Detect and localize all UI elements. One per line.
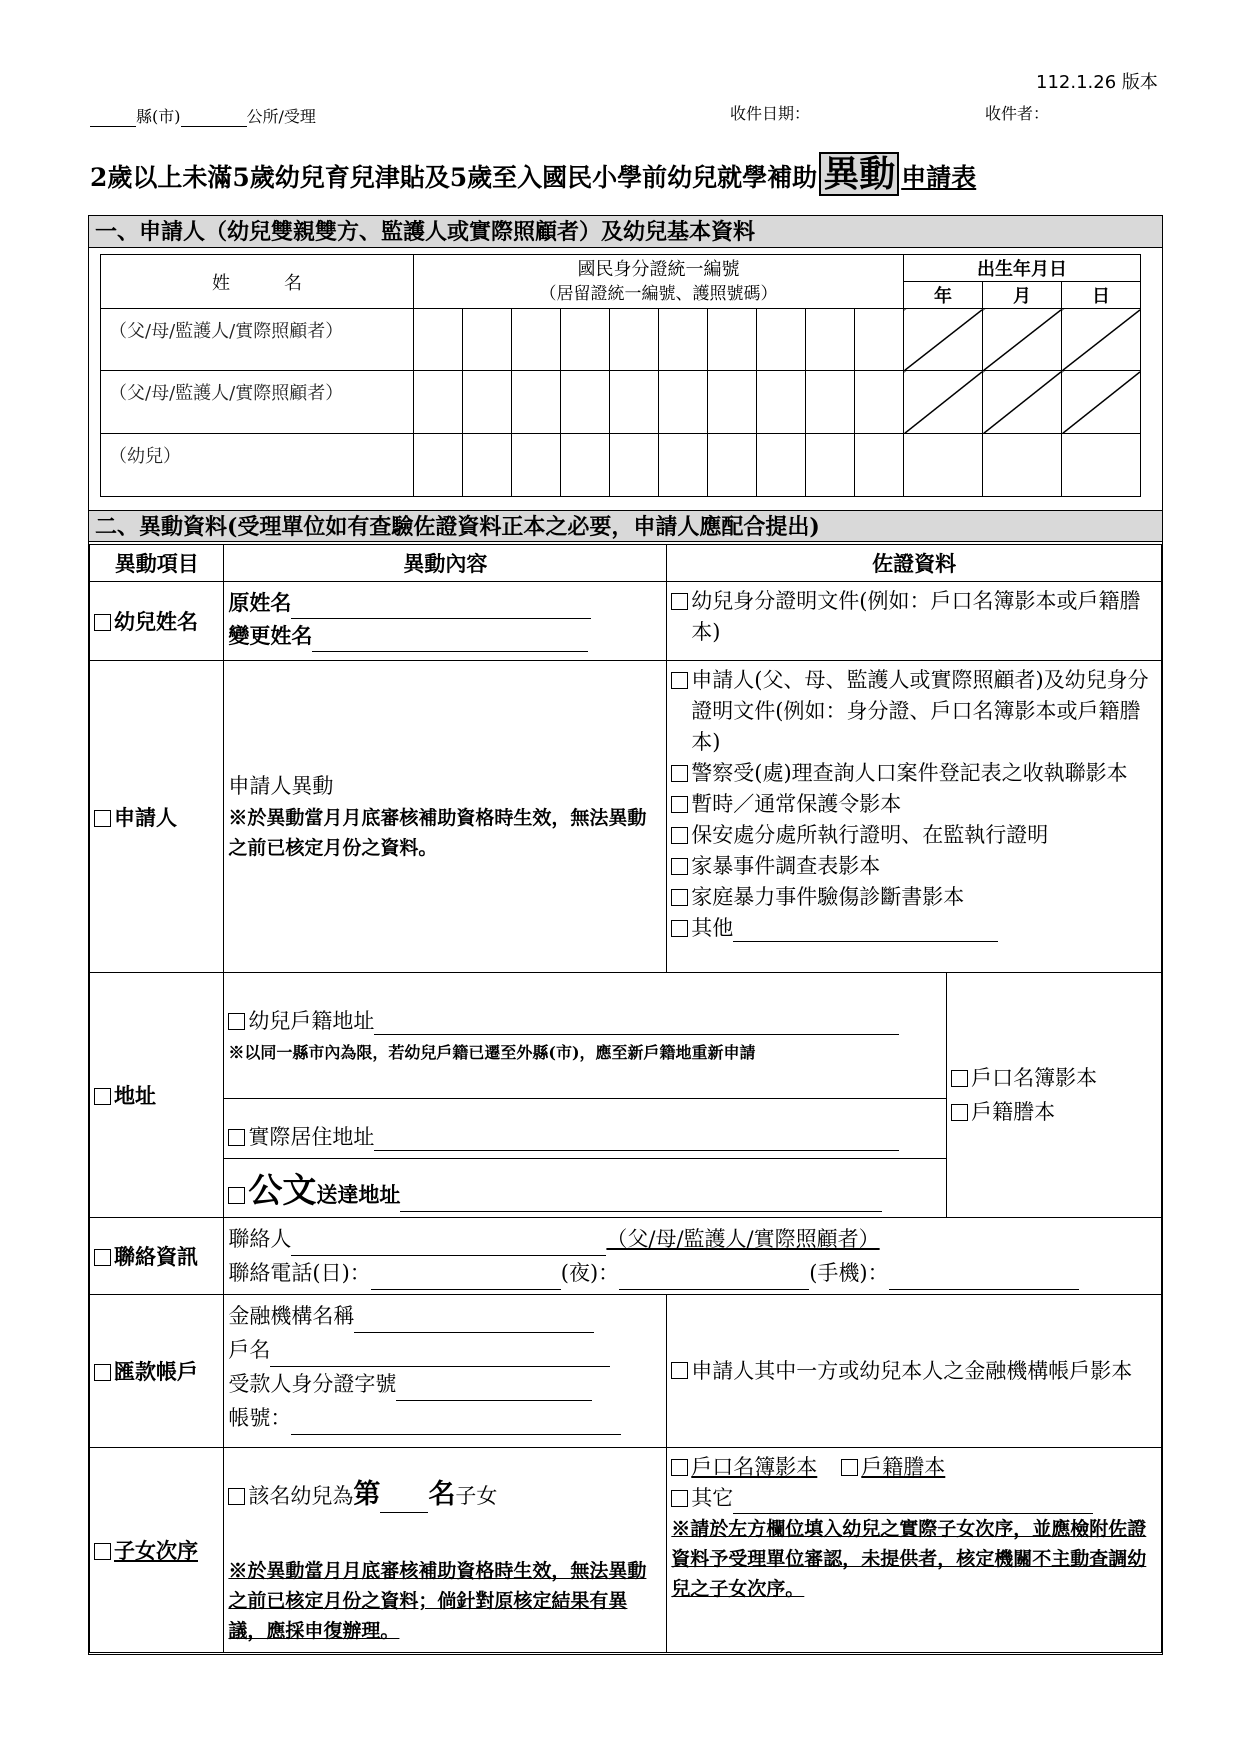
checkbox[interactable] bbox=[671, 858, 688, 875]
account-number-field[interactable] bbox=[291, 1434, 621, 1435]
checkbox[interactable] bbox=[671, 889, 688, 906]
child-name-item bbox=[90, 582, 224, 661]
applicant-change-label: 申請人異動 bbox=[228, 774, 334, 798]
contact-row bbox=[90, 1218, 1162, 1295]
birth-day-cell[interactable] bbox=[1062, 434, 1141, 497]
checkbox[interactable] bbox=[841, 1459, 858, 1476]
birth-year-cell[interactable] bbox=[904, 434, 983, 497]
id-digit-box[interactable] bbox=[561, 371, 610, 434]
id-digit-box[interactable] bbox=[659, 434, 708, 497]
birth-order-ming: 名 bbox=[428, 1479, 456, 1510]
applicant-item bbox=[90, 661, 224, 973]
birth-order-suffix: 子女 bbox=[455, 1484, 498, 1508]
evidence-item: 申請人(父、母、監護人或實際照顧者)及幼兒身分證明文件(例如：身分證、戶口名簿影本或戶籍謄本) bbox=[691, 668, 1149, 754]
received-date-label: 收件日期： bbox=[730, 104, 811, 123]
child-name-item-label: 幼兒姓名 bbox=[114, 609, 198, 634]
month-header: 月 bbox=[983, 282, 1062, 309]
evidence-item: 暫時／通常保護令影本 bbox=[691, 792, 902, 816]
household-book-label: 戶口名簿影本 bbox=[691, 1455, 818, 1479]
contact-content bbox=[224, 1218, 1162, 1295]
child-name-row bbox=[90, 582, 1162, 661]
checkbox[interactable] bbox=[671, 1362, 688, 1379]
child-name-cell[interactable]: （幼兒） bbox=[101, 434, 414, 497]
change-table bbox=[89, 544, 1162, 1653]
evidence-item: 保安處分處所執行證明、在監執行證明 bbox=[691, 823, 1049, 847]
id-digit-box[interactable] bbox=[512, 309, 561, 371]
household-address-label: 幼兒戶籍地址 bbox=[248, 1009, 375, 1033]
phone-day-field[interactable] bbox=[371, 1289, 561, 1290]
evidence-item: 警察受(處)理查詢人口案件登記表之收執聯影本 bbox=[691, 761, 1128, 785]
id-digit-box[interactable] bbox=[610, 434, 659, 497]
id-digit-box[interactable] bbox=[512, 371, 561, 434]
id-digit-box[interactable] bbox=[512, 434, 561, 497]
address-item-label: 地址 bbox=[114, 1083, 156, 1108]
id-digit-box[interactable] bbox=[414, 434, 463, 497]
checkbox[interactable] bbox=[228, 1488, 245, 1505]
id-digit-box[interactable] bbox=[806, 434, 855, 497]
applicant2-name-cell[interactable]: （父/母/監護人/實際照顧者） bbox=[101, 371, 414, 434]
month-cell-crossed bbox=[983, 309, 1062, 371]
birth-order-note: ※於異動當月月底審核補助資格時生效，無法異動之前已核定月份之資料；倘針對原核定結果有異議，應採申復辦理。 bbox=[228, 1560, 647, 1642]
child-name-evidence bbox=[667, 582, 1162, 661]
other-evidence-field[interactable] bbox=[733, 913, 998, 942]
address-evidence bbox=[947, 973, 1162, 1218]
checkbox[interactable] bbox=[228, 1013, 245, 1030]
checkbox[interactable] bbox=[94, 614, 111, 631]
id-digit-box[interactable] bbox=[855, 309, 904, 371]
document-address-label: 送達地址 bbox=[316, 1182, 401, 1207]
office-blank[interactable] bbox=[181, 126, 247, 127]
phone-night-field[interactable] bbox=[619, 1289, 809, 1290]
checkbox[interactable] bbox=[228, 1187, 245, 1204]
household-note: ※以同一縣市內為限，若幼兒戶籍已遷至外縣(市)，應至新戶籍地重新申請 bbox=[228, 1043, 756, 1062]
applicant1-name-cell[interactable]: （父/母/監護人/實際照顧者） bbox=[101, 309, 414, 371]
household-transcript-label: 戶籍謄本 bbox=[861, 1455, 946, 1479]
contact-role-label: （父/母/監護人/實際照顧者） bbox=[606, 1227, 880, 1251]
checkbox[interactable] bbox=[94, 1543, 111, 1560]
table-row bbox=[101, 309, 1141, 371]
section2-heading: 二、異動資料(受理單位如有查驗佐證資料正本之必要，申請人應配合提出) bbox=[89, 510, 1162, 542]
changed-name-label: 變更姓名 bbox=[228, 623, 313, 648]
contact-item bbox=[90, 1218, 224, 1295]
address-item bbox=[90, 973, 224, 1218]
id-digit-box[interactable] bbox=[561, 434, 610, 497]
address-row bbox=[90, 973, 1162, 1218]
birth-order-field[interactable] bbox=[380, 1512, 428, 1513]
id-digit-box[interactable] bbox=[659, 371, 708, 434]
checkbox[interactable] bbox=[671, 920, 688, 937]
bank-row bbox=[90, 1295, 1162, 1448]
checkbox[interactable] bbox=[94, 1088, 111, 1105]
birth-header: 出生年月日 bbox=[904, 255, 1141, 282]
id-digit-box[interactable] bbox=[757, 434, 806, 497]
id-digit-box[interactable] bbox=[463, 309, 512, 371]
other-label: 其它 bbox=[691, 1486, 734, 1510]
bank-evidence bbox=[667, 1295, 1162, 1448]
county-office-line bbox=[90, 104, 316, 127]
id-header-main: 國民身分證統一編號 bbox=[577, 258, 740, 280]
office-label: 公所/受理 bbox=[246, 107, 316, 126]
checkbox[interactable] bbox=[671, 593, 688, 610]
id-digit-box[interactable] bbox=[806, 371, 855, 434]
changed-name-field[interactable] bbox=[312, 651, 588, 652]
basic-info-table bbox=[100, 254, 1141, 497]
birth-order-evidence-note: ※請於左方欄位填入幼兒之實際子女次序，並應檢附佐證資料予受理單位審認，未提供者，核定機關不主動查調幼兒之子女次序。 bbox=[671, 1518, 1147, 1600]
evidence-item: 家暴事件調查表影本 bbox=[691, 854, 881, 878]
title-text: 2歲以上未滿5歲幼兒育兒津貼及5歲至入國民小學前幼兒就學補助 bbox=[90, 163, 818, 192]
evidence-item: 家庭暴力事件驗傷診斷書影本 bbox=[691, 885, 965, 909]
id-header-sub: （居留證統一編號、護照號碼） bbox=[539, 283, 778, 304]
table-row bbox=[101, 371, 1141, 434]
checkbox[interactable] bbox=[671, 765, 688, 782]
id-digit-box[interactable] bbox=[463, 371, 512, 434]
checkbox[interactable] bbox=[94, 810, 111, 827]
household-address-field[interactable] bbox=[374, 1034, 899, 1035]
document-address-big: 公文 bbox=[248, 1171, 317, 1211]
birth-order-prefix: 該名幼兒為 bbox=[248, 1484, 354, 1508]
other-field[interactable] bbox=[733, 1485, 1093, 1514]
checkbox[interactable] bbox=[94, 1364, 111, 1381]
phone-mobile-label: (手機)： bbox=[809, 1261, 889, 1285]
item-header: 異動項目 bbox=[90, 545, 224, 582]
day-cell-crossed bbox=[1062, 371, 1141, 434]
household-transcript-label: 戶籍謄本 bbox=[971, 1100, 1056, 1124]
address-content bbox=[224, 973, 947, 1218]
contact-person-label: 聯絡人 bbox=[228, 1227, 292, 1251]
payee-id-label: 受款人身分證字號 bbox=[228, 1372, 397, 1396]
checkbox[interactable] bbox=[951, 1070, 968, 1087]
id-digit-box[interactable] bbox=[708, 371, 757, 434]
county-label: 縣(市) bbox=[136, 107, 181, 126]
id-header bbox=[414, 255, 904, 309]
evidence-item: 其他 bbox=[691, 916, 734, 940]
county-blank[interactable] bbox=[90, 126, 136, 127]
applicant-note: ※於異動當月月底審核補助資格時生效，無法異動之前已核定月份之資料。 bbox=[228, 807, 647, 859]
id-digit-box[interactable] bbox=[463, 434, 512, 497]
section1-heading: 一、申請人（幼兒雙親雙方、監護人或實際照顧者）及幼兒基本資料 bbox=[89, 216, 1162, 248]
bank-institution-label: 金融機構名稱 bbox=[228, 1304, 355, 1328]
year-cell-crossed bbox=[904, 371, 983, 434]
id-digit-box[interactable] bbox=[610, 309, 659, 371]
bank-book-label: 申請人其中一方或幼兒本人之金融機構帳戶影本 bbox=[691, 1359, 1133, 1383]
id-digit-box[interactable] bbox=[659, 309, 708, 371]
birth-order-row bbox=[90, 1448, 1162, 1653]
name-header: 姓 名 bbox=[101, 255, 414, 309]
residence-address-field[interactable] bbox=[374, 1150, 899, 1151]
id-digit-box[interactable] bbox=[708, 434, 757, 497]
id-digit-box[interactable] bbox=[610, 371, 659, 434]
birth-order-di: 第 bbox=[353, 1479, 381, 1510]
birth-order-item bbox=[90, 1448, 224, 1653]
title-suffix: 申請表 bbox=[901, 163, 977, 192]
phone-mobile-field[interactable] bbox=[889, 1289, 1079, 1290]
id-digit-box[interactable] bbox=[414, 371, 463, 434]
form-title bbox=[90, 152, 976, 196]
checkbox[interactable] bbox=[671, 672, 688, 689]
id-digit-box[interactable] bbox=[414, 309, 463, 371]
content-header: 異動內容 bbox=[224, 545, 667, 582]
orig-name-label: 原姓名 bbox=[228, 590, 292, 615]
title-emphasis: 異動 bbox=[819, 152, 899, 196]
received-by-label: 收件者： bbox=[985, 104, 1050, 123]
phone-day-label: 聯絡電話(日)： bbox=[228, 1261, 371, 1285]
applicant-evidence bbox=[667, 661, 1162, 973]
checkbox[interactable] bbox=[671, 827, 688, 844]
bank-item-label: 匯款帳戶 bbox=[114, 1359, 198, 1384]
phone-night-label: (夜)： bbox=[560, 1261, 620, 1285]
birth-month-cell[interactable] bbox=[983, 434, 1062, 497]
checkbox[interactable] bbox=[671, 796, 688, 813]
id-digit-box[interactable] bbox=[806, 309, 855, 371]
bank-content bbox=[224, 1295, 667, 1448]
year-header: 年 bbox=[904, 282, 983, 309]
evidence-header: 佐證資料 bbox=[667, 545, 1162, 582]
birth-order-item-label: 子女次序 bbox=[114, 1538, 198, 1563]
id-digit-box[interactable] bbox=[561, 309, 610, 371]
id-digit-box[interactable] bbox=[757, 309, 806, 371]
day-header: 日 bbox=[1062, 282, 1141, 309]
birth-order-content bbox=[224, 1448, 667, 1653]
account-number-label: 帳號： bbox=[228, 1406, 292, 1430]
applicant-item-label: 申請人 bbox=[114, 804, 177, 830]
residence-address-label: 實際居住地址 bbox=[248, 1125, 375, 1149]
applicant-row bbox=[90, 661, 1162, 973]
birth-order-evidence bbox=[667, 1448, 1162, 1653]
id-digit-box[interactable] bbox=[757, 371, 806, 434]
checkbox[interactable] bbox=[951, 1104, 968, 1121]
checkbox[interactable] bbox=[228, 1129, 245, 1146]
applicant-content bbox=[224, 661, 667, 973]
checkbox[interactable] bbox=[94, 1249, 111, 1266]
child-name-content bbox=[224, 582, 667, 661]
version-label: 112.1.26 版本 bbox=[1036, 72, 1158, 93]
month-cell-crossed bbox=[983, 371, 1062, 434]
account-holder-label: 戶名 bbox=[228, 1338, 271, 1362]
day-cell-crossed bbox=[1062, 309, 1141, 371]
contact-item-label: 聯絡資訊 bbox=[114, 1244, 198, 1269]
document-address-field[interactable] bbox=[400, 1211, 882, 1212]
id-digit-box[interactable] bbox=[708, 309, 757, 371]
table-row bbox=[101, 434, 1141, 497]
year-cell-crossed bbox=[904, 309, 983, 371]
checkbox[interactable] bbox=[671, 1490, 688, 1507]
id-digit-box[interactable] bbox=[855, 371, 904, 434]
child-id-doc-label: 幼兒身分證明文件(例如：戶口名簿影本或戶籍謄本) bbox=[691, 589, 1141, 644]
household-book-label: 戶口名簿影本 bbox=[971, 1066, 1098, 1090]
checkbox[interactable] bbox=[671, 1459, 688, 1476]
id-digit-box[interactable] bbox=[855, 434, 904, 497]
bank-item bbox=[90, 1295, 224, 1448]
